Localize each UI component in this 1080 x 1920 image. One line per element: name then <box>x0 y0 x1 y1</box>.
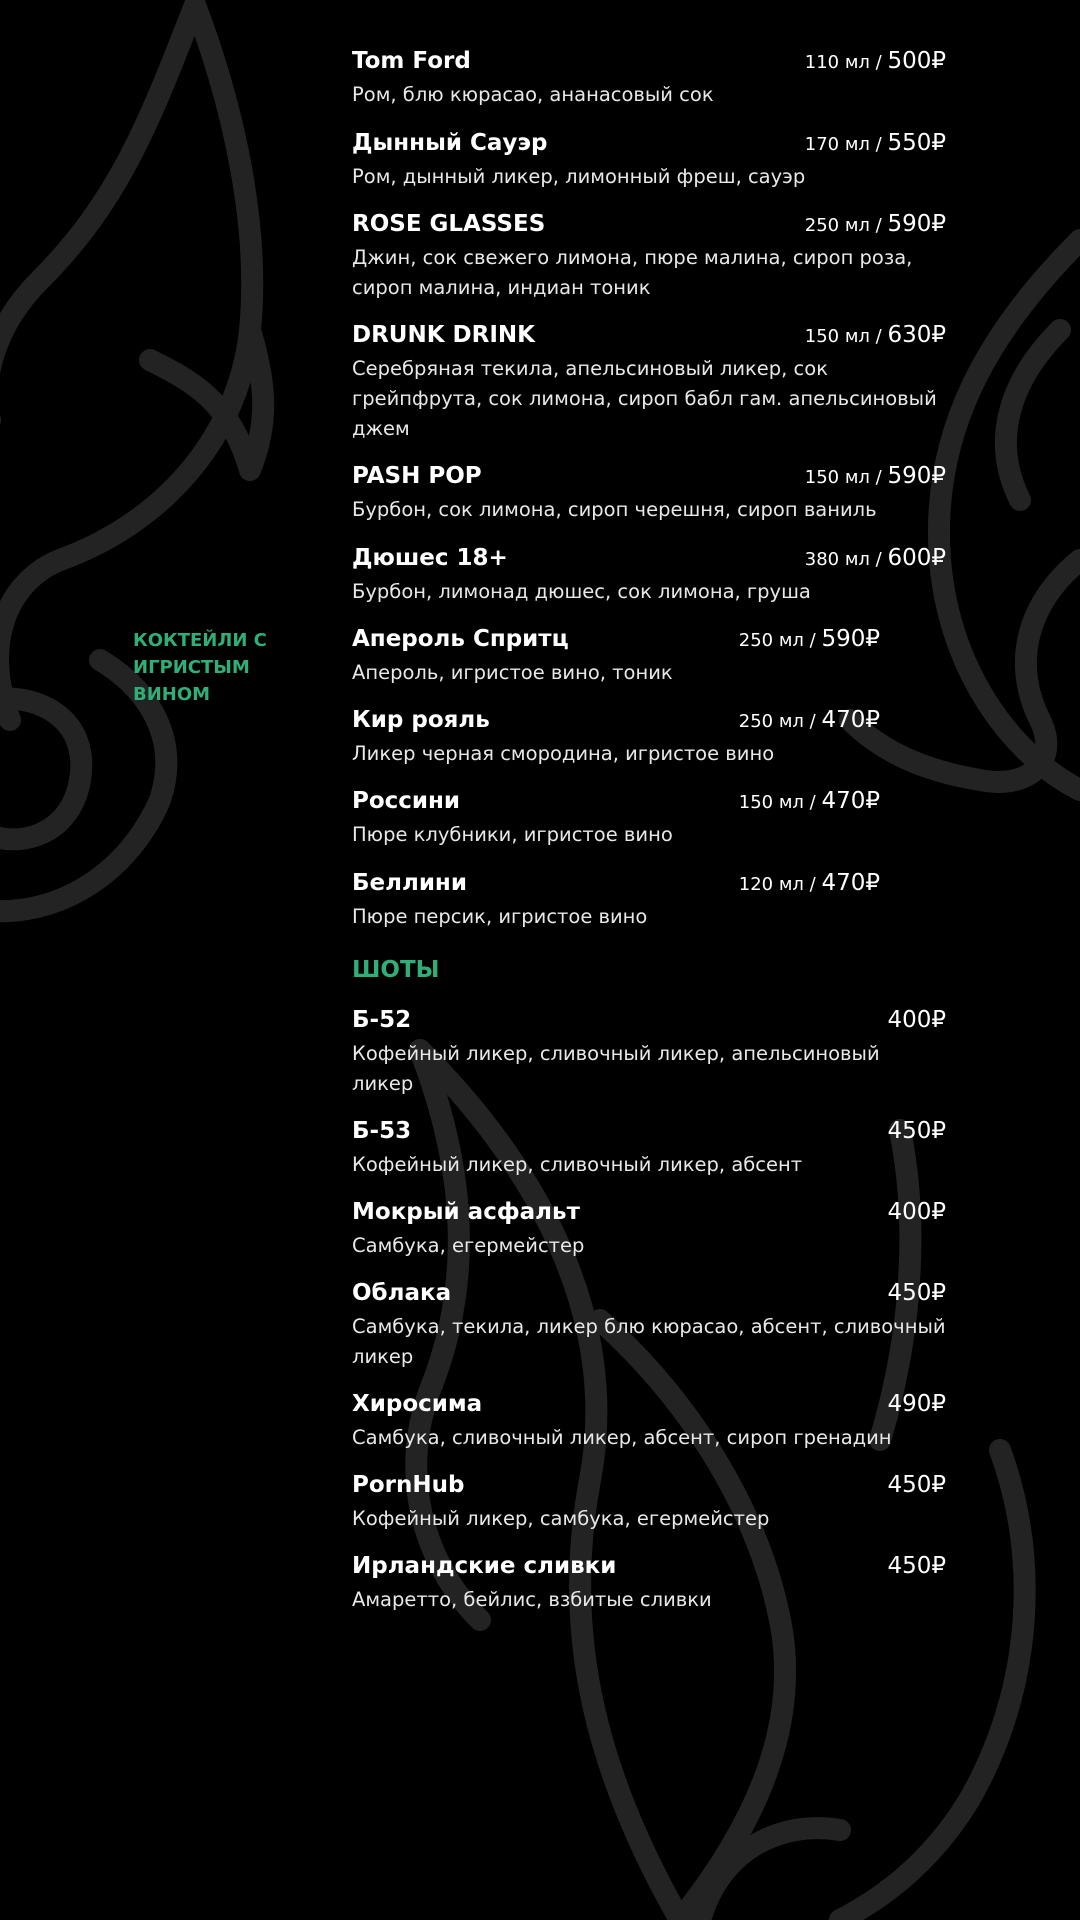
menu-item <box>352 620 880 688</box>
item-price: 450₽ <box>887 1118 946 1144</box>
item-volume: 150 мл <box>804 326 870 347</box>
item-description: Кофейный ликер, самбука, егермейстер <box>352 1507 770 1530</box>
item-price: 470₽ <box>821 707 880 733</box>
separator: / <box>803 711 822 732</box>
item-price: 450₽ <box>887 1472 946 1498</box>
item-price: 400₽ <box>887 1199 946 1225</box>
item-price-block <box>887 1193 946 1233</box>
item-price: 630₽ <box>887 322 946 348</box>
item-description: Кофейный ликер, сливочный ликер, абсент <box>352 1153 803 1176</box>
menu-item <box>352 1274 946 1372</box>
item-price-block <box>805 316 946 356</box>
item-price-block <box>887 1274 946 1314</box>
item-price-block <box>739 701 880 741</box>
item-description: Бурбон, сок лимона, сироп черешня, сироп ваниль <box>352 498 877 521</box>
menu-item <box>352 701 880 769</box>
item-description: Самбука, егермейстер <box>352 1234 585 1257</box>
item-description: Пюре клубники, игристое вино <box>352 823 673 846</box>
menu-item <box>352 1385 946 1453</box>
item-description: Ром, блю кюрасао, ананасовый сок <box>352 83 714 106</box>
separator: / <box>803 792 822 813</box>
item-name: Б-53 <box>352 1118 412 1144</box>
item-volume: 250 мл <box>738 630 804 651</box>
item-price-block <box>887 1466 946 1506</box>
item-description: Джин, сок свежего лимона, пюре малина, сироп роза, сироп малина, индиан тоник <box>352 246 913 299</box>
item-name: Мокрый асфальт <box>352 1199 580 1225</box>
item-price: 400₽ <box>887 1007 946 1033</box>
item-price-block <box>805 539 946 579</box>
item-name: ROSE GLASSES <box>352 211 546 237</box>
item-name: Дынный Сауэр <box>352 130 548 156</box>
item-name: Кир рояль <box>352 707 490 733</box>
item-name: Б-52 <box>352 1007 412 1033</box>
item-description: Самбука, сливочный ликер, абсент, сироп гренадин <box>352 1426 892 1449</box>
item-description: Серебряная текила, апельсиновый ликер, сок грейпфрута, сок лимона, сироп бабл гам. апельсиновый джем <box>352 357 937 440</box>
item-name: Россини <box>352 788 461 814</box>
item-description: Самбука, текила, ликер блю кюрасао, абсент, сливочный ликер <box>352 1315 946 1368</box>
item-price: 590₽ <box>887 463 946 489</box>
separator: / <box>803 630 822 651</box>
item-description: Ликер черная смородина, игристое вино <box>352 742 775 765</box>
item-volume: 150 мл <box>738 792 804 813</box>
item-description: Апероль, игристое вино, тоник <box>352 661 673 684</box>
section-label-sparkling: КОКТЕЙЛИ С ИГРИСТЫМ ВИНОМ <box>133 630 267 705</box>
separator: / <box>869 52 888 73</box>
item-description: Кофейный ликер, сливочный ликер, апельсиновый ликер <box>352 1042 880 1095</box>
item-volume: 110 мл <box>804 52 870 73</box>
item-price-block <box>739 620 880 660</box>
item-price: 450₽ <box>887 1280 946 1306</box>
menu-item <box>352 1193 946 1261</box>
item-name: Беллини <box>352 870 467 896</box>
section-title-shots: ШОТЫ <box>352 957 440 983</box>
item-description: Бурбон, лимонад дюшес, сок лимона, груша <box>352 580 811 603</box>
item-price: 500₽ <box>887 48 946 74</box>
item-price: 490₽ <box>887 1391 946 1417</box>
item-name: Облака <box>352 1280 452 1306</box>
item-price-block <box>805 124 946 164</box>
item-volume: 150 мл <box>804 467 870 488</box>
item-price-block <box>739 864 880 904</box>
menu-item <box>352 864 880 932</box>
menu-item <box>352 782 880 850</box>
item-price: 470₽ <box>821 870 880 896</box>
item-price-block <box>887 1385 946 1425</box>
item-description: Амаретто, бейлис, взбитые сливки <box>352 1588 712 1611</box>
item-price-block <box>887 1112 946 1152</box>
item-price: 450₽ <box>887 1553 946 1579</box>
menu-item <box>352 1466 946 1534</box>
item-price: 470₽ <box>821 788 880 814</box>
item-price-block <box>805 457 946 497</box>
item-volume: 120 мл <box>738 874 804 895</box>
separator: / <box>869 549 888 570</box>
item-volume: 250 мл <box>804 215 870 236</box>
separator: / <box>869 326 888 347</box>
item-price-block <box>805 205 946 245</box>
item-price-block <box>805 42 946 82</box>
menu-item <box>352 539 946 607</box>
item-name: DRUNK DRINK <box>352 322 535 348</box>
item-name: PASH POP <box>352 463 482 489</box>
menu-item <box>352 1547 946 1615</box>
item-price: 600₽ <box>887 545 946 571</box>
menu-item <box>352 205 946 303</box>
separator: / <box>869 134 888 155</box>
item-description: Ром, дынный ликер, лимонный фреш, сауэр <box>352 165 806 188</box>
item-volume: 380 мл <box>804 549 870 570</box>
separator: / <box>869 215 888 236</box>
item-volume: 170 мл <box>804 134 870 155</box>
menu-item <box>352 42 946 110</box>
item-price-block <box>887 1547 946 1587</box>
separator: / <box>803 874 822 895</box>
item-description: Пюре персик, игристое вино <box>352 905 648 928</box>
item-name: PornHub <box>352 1472 465 1498</box>
item-name: Ирландские сливки <box>352 1553 617 1579</box>
menu-item <box>352 1112 946 1180</box>
item-price-block <box>887 1001 946 1041</box>
item-name: Дюшес 18+ <box>352 545 508 571</box>
item-name: Tom Ford <box>352 48 471 74</box>
separator: / <box>869 467 888 488</box>
menu-item <box>352 457 946 525</box>
item-name: Хиросима <box>352 1391 483 1417</box>
item-volume: 250 мл <box>738 711 804 732</box>
item-name: Апероль Спритц <box>352 626 569 652</box>
menu-item <box>352 316 946 444</box>
menu-item <box>352 1001 946 1099</box>
item-price: 590₽ <box>887 211 946 237</box>
item-price: 550₽ <box>887 130 946 156</box>
item-price: 590₽ <box>821 626 880 652</box>
menu-item <box>352 124 946 192</box>
item-price-block <box>739 782 880 822</box>
